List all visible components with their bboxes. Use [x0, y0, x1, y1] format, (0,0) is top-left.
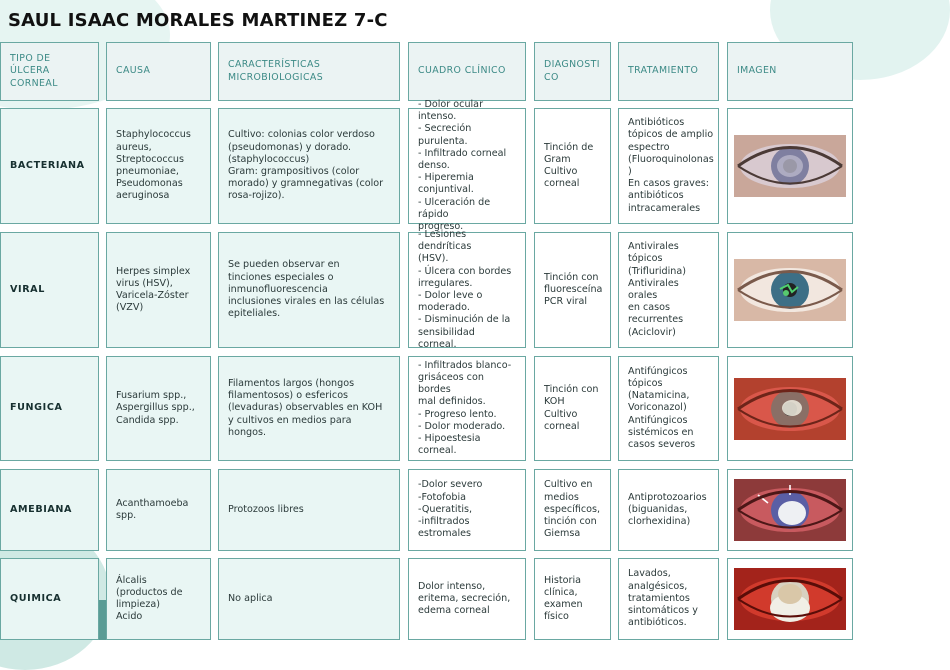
diagnostico-cell [534, 356, 611, 461]
tratamiento-text: Antifúngicos tópicos (Natamicina, Voriconazol) Antifúngicos sistémicos en casos severos [628, 365, 696, 450]
header-cell [218, 42, 400, 101]
cuadro-text: Dolor intenso, eritema, secreción, edema corneal [418, 580, 511, 617]
cuadro-text: - Dolor ocular intenso. - Secreción purulenta. - Infiltrado corneal denso. - Hiperemia conjuntival. - Ulceración de rápido progreso. [418, 98, 507, 232]
header-cell [106, 42, 211, 101]
cuadro-cell [408, 98, 526, 232]
header-cell [618, 42, 719, 101]
image-cell [727, 558, 853, 640]
micro-cell [218, 356, 400, 461]
tratamiento-cell [618, 469, 719, 551]
tratamiento-text: Lavados, analgésicos, tratamientos sintomáticos y antibióticos. [628, 568, 698, 629]
chemical-burn-eye-photo [734, 568, 846, 630]
causa-cell [106, 232, 211, 348]
tratamiento-cell [618, 558, 719, 640]
header-label: TIPO DE ÚLCERA CORNEAL [10, 53, 58, 89]
cuadro-cell [408, 469, 526, 551]
diagnostico-cell [534, 108, 611, 224]
micro-text: Se pueden observar en tinciones especiales o inmunofluorescencia inclusiones virales en las células epiteliales. [228, 259, 385, 320]
header-label: DIAGNOSTI CO [544, 59, 600, 83]
tratamiento-cell [618, 356, 719, 461]
header-label: CUADRO CLÍNICO [418, 65, 506, 77]
diagnostico-cell [534, 232, 611, 348]
amoebic-ulcer-eye-photo [734, 479, 846, 541]
header-cell [408, 42, 526, 101]
ulcer-type-label: AMEBIANA [10, 503, 73, 515]
micro-cell [218, 232, 400, 348]
causa-text: Herpes simplex virus (HSV), Varicela-Zóster (VZV) [116, 265, 191, 314]
causa-cell [106, 558, 211, 640]
cuadro-text: - Lesiones dendríticas (HSV). - Úlcera con bordes irregulares. - Dolor leve o moderado. - Disminución de la sensibilidad corneal. [418, 228, 512, 350]
diagnostico-cell [534, 469, 611, 551]
image-cell [727, 469, 853, 551]
ulcer-type-label: VIRAL [10, 283, 45, 295]
ulcer-type-cell [0, 356, 99, 461]
header-label: TRATAMIENTO [628, 65, 699, 77]
tratamiento-text: Antiprotozoarios (biguanidas, clorhexidina) [628, 491, 707, 528]
diagnostico-text: Tinción con fluoresceína PCR viral [544, 271, 603, 308]
header-cell [727, 42, 853, 101]
causa-text: Acanthamoeba spp. [116, 497, 189, 521]
header-label: CAUSA [116, 65, 151, 77]
fungal-ulcer-eye-photo [734, 378, 846, 440]
diagnostico-text: Historia clínica, examen físico [544, 574, 583, 623]
ulcer-type-cell [0, 108, 99, 224]
micro-text: Cultivo: colonias color verdoso (pseudomonas) y dorado. (staphylococcus) Gram: grampositivos (color morado) y gramnegativas (color rosa-rojizo). [228, 129, 384, 202]
causa-cell [106, 108, 211, 224]
diagnostico-text: Tinción con KOH Cultivo corneal [544, 384, 599, 432]
micro-cell [218, 558, 400, 640]
causa-text: Staphylococcus aureus, Streptococcus pneumoniae, Pseudomonas aeruginosa [116, 129, 191, 202]
tratamiento-text: Antibióticos tópicos de amplio espectro (Fluoroquinolonas ) En casos graves: antibióticos intracamerales [628, 117, 714, 214]
cuadro-cell [408, 558, 526, 640]
ulcer-type-cell [0, 469, 99, 551]
image-cell [727, 356, 853, 461]
ulcer-type-cell [0, 232, 99, 348]
cuadro-text: - Infiltrados blanco- grisáceos con bordes mal definidos. - Progreso lento. - Dolor moderado. - Hipoestesia corneal. [418, 359, 512, 457]
bacterial-ulcer-eye-photo [734, 135, 846, 197]
micro-cell [218, 469, 400, 551]
tratamiento-cell [618, 232, 719, 348]
causa-cell [106, 469, 211, 551]
tratamiento-text: Antivirales tópicos (Trifluridina) Antivirales orales en casos recurrentes (Aciclovir) [628, 241, 686, 338]
ulcer-type-label: FUNGICA [10, 402, 63, 414]
image-cell [727, 108, 853, 224]
diagnostico-text: Cultivo en medios específicos, tinción con Giemsa [544, 479, 601, 540]
micro-text: Filamentos largos (hongos filamentosos) o esfericos (levaduras) observables en KOH y cultivos en medios para hongos. [228, 377, 383, 438]
tratamiento-cell [618, 108, 719, 224]
viral-ulcer-eye-photo [734, 259, 846, 321]
page-title: SAUL ISAAC MORALES MARTINEZ 7-C [8, 10, 388, 31]
ulcer-type-cell [0, 558, 99, 640]
image-cell [727, 232, 853, 348]
causa-text: Fusarium spp., Aspergillus spp., Candida spp. [116, 390, 195, 426]
micro-text: Protozoos libres [228, 503, 304, 515]
causa-cell [106, 356, 211, 461]
ulcer-type-label: BACTERIANA [10, 159, 85, 171]
header-label: CARACTERÍSTICAS MICROBIOLOGICAS [228, 59, 324, 83]
micro-cell [218, 108, 400, 224]
causa-text: Álcalis (productos de limpieza) Acido [116, 574, 183, 623]
header-cell [534, 42, 611, 101]
cuadro-text: -Dolor severo -Fotofobia -Queratitis, -infiltrados estromales [418, 479, 483, 540]
header-cell [0, 42, 99, 101]
micro-text: No aplica [228, 592, 273, 604]
cuadro-cell [408, 228, 526, 350]
diagnostico-text: Tinción de Gram Cultivo corneal [544, 141, 594, 190]
cuadro-cell [408, 356, 526, 461]
ulcer-type-label: QUIMICA [10, 592, 62, 604]
diagnostico-cell [534, 558, 611, 640]
header-label: IMAGEN [737, 65, 777, 77]
